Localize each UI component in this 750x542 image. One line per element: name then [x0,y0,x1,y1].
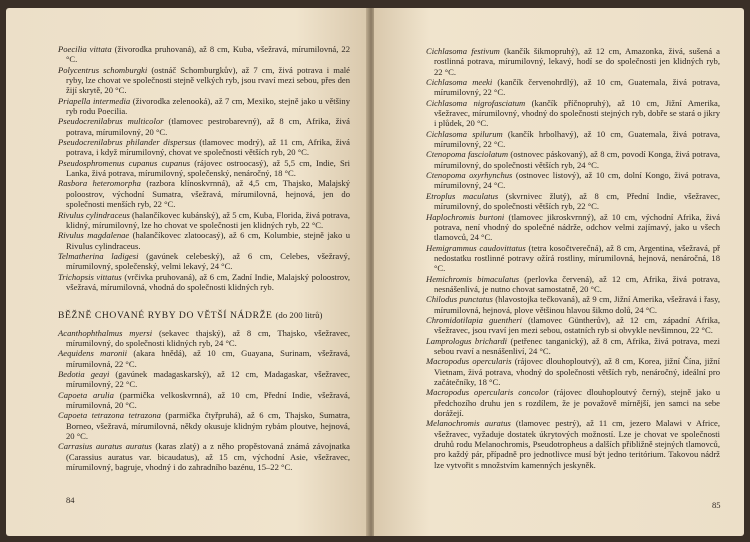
species-entry [426,243,720,274]
species-description: (kančík šikmopruhý), až 12 cm, Amazonka, živá, sušená a rostlinná potrava, mírumilovný, lekavý, hodí se do společnosti jen klidných ryb, 22 °C. [434,46,720,77]
species-entry [58,251,350,272]
species-description: (parmička velkoskvrnná), až 10 cm, Přední Indie, všežravá, mírumilovná, 20 °C. [66,389,351,410]
species-name: Cichlasoma spilurum [426,128,503,139]
species-entry [426,315,720,336]
species-name: Capoeta arulia [58,389,114,400]
species-description: (razbora klínoskvrnná), až 4,5 cm, Thajsko, Malajský poloostrov, východní Sumatra, všežravá, mírumilovná, hejnová, jen do společnosti menších ryb, 22 °C. [66,178,350,210]
species-entry [58,178,350,209]
species-name: Telmatherina ladigesi [58,250,139,261]
species-description: (akara hnědá), až 10 cm, Guayana, Surinam, všežravá, mírumilovná, 22 °C. [66,348,350,369]
species-description: (živorodka pruhovaná), až 8 cm, Kuba, všežravá, mírumilovná, 22 °C. [66,44,350,65]
species-entry [426,46,720,77]
species-name: Hemigrammus caudovittatus [426,242,526,253]
species-name: Hemichromis bimaculatus [426,273,520,284]
species-entry [426,294,720,315]
species-description: (tlamovec modrý), až 11 cm, Afrika, živá potrava, i když mírumilovný, chovat ve společnosti větších ryb, 20 °C. [66,137,350,158]
species-name: Chilodus punctatus [426,294,493,305]
species-name: Ctenopoma fasciolatum [426,149,509,160]
species-entry [58,230,350,251]
species-name: Bedotia geayi [58,368,110,379]
species-name: Haplochromis burtoni [426,211,505,222]
species-description: (tlamovec jikroskvrnný), až 10 cm, východní Afrika, živá potrava, není vhodný do společné nádrže, odchov velmi zajímavý, jako u všech tlamovců, 24 °C. [434,211,721,243]
species-name: Melanochromis auratus [426,418,511,429]
species-description: (parmička čtyřpruhá), až 6 cm, Thajsko, Sumatra, Borneo, všežravá, mírumilovná, někdy okusuje klidným rybám ploutve, hejnová, 20 °C. [66,410,350,442]
section-heading [58,310,350,321]
species-description: (rájovec dlouhoploutvý), až 8 cm, Korea, jižní Čína, jižní Vietnam, živá potrava, vhodný do společnosti větších ryb, nenáročný, ideální pro začátečníky, 18 °C. [434,356,720,387]
species-description: (rájovec ostroocasý), až 5,5 cm, Indie, Sri Lanka, živá potrava, mírumilovný, společenský, nenáročný, 18 °C. [66,157,350,179]
species-name: Capoeta tetrazona tetrazona [58,410,161,421]
species-entry [426,98,720,129]
species-name: Polycentrus schomburgki [58,64,148,75]
species-entry [58,390,350,411]
species-name: Ctenopoma oxyrhynchus [426,170,513,181]
species-entry [58,272,350,293]
species-name: Pseudocrenilabrus multicolor [58,116,164,127]
species-description: (tetra kosočtverečná), až 8 cm, Argentina, všežravá, př nedostatku rostlinné potravy ožírá rostliny, mírumilovná, hejnová, nenáročná, 18 °C. [434,242,720,274]
species-entry [58,210,350,231]
species-description: (kančík červenohrdlý), až 10 cm, Guatemala, živá potrava, mírumilovný, 22 °C. [434,77,720,98]
left-page [6,8,368,536]
species-entry [58,348,350,369]
species-description: (halančíkovec zlatoocasý), až 6 cm, Kolumbie, stejně jako u Rivulus cylindraceus. [66,230,350,251]
species-description: (sekavec thajský), až 8 cm, Thajsko, všežravec, mírumilovný, do společnosti klidných ryb, 24 °C. [66,327,350,348]
species-description: (perlovka červená), až 12 cm, Afrika, živá potrava, nesnášenlivá, je nutno chovat samostatně, 20 °C. [434,273,720,294]
species-entry [426,336,720,357]
right-page [374,8,744,536]
species-entry [426,356,720,387]
species-name: Trichopsis vittatus [58,271,122,282]
right-page-content [426,46,720,470]
species-description: (halančíkovec kubánský), až 5 cm, Kuba, Florida, živá potrava, klidný, mírumilovný, lze ho chovat ve společnosti jen klidných ryb, 22 °C. [66,209,350,230]
species-name: Carrasius auratus auratus [58,441,152,452]
page-number-left: 84 [66,495,75,505]
section-heading-subtitle: (do 200 litrů) [275,310,323,321]
species-name: Cichlasoma nigrofasciatum [426,97,526,108]
species-name: Pseudosphromenus cupanus cupanus [58,157,191,168]
species-description: (gavúnek celebeský), až 6 cm, Celebes, všežravý, mírumilovný, společenský, velmi lekavý, 24 °C. [66,250,350,272]
species-list-bottom [58,328,350,473]
species-description: (tlamovec pestrobarevný), až 8 cm, Afrika, živá potrava, mírumilovný, 20 °C. [66,116,350,137]
species-entry [426,387,720,418]
species-entry [426,212,720,243]
species-name: Lamprologus brichardi [426,335,508,346]
species-description: (gavúnek madagaskarský), až 12 cm, Madagaskar, všežravec, mírumilovný, 22 °C. [66,368,350,390]
species-description: (kančík hrbolhavý), až 10 cm, Guatemala, živá potrava, mírumilovný, 22 °C. [434,128,720,150]
species-name: Aequidens maronii [58,348,128,359]
species-description: (živorodka zelenooká), až 7 cm, Mexiko, stejně jako u většiny ryb rodu Poecilia. [66,95,351,117]
species-description: (ostnáč Schomburgkův), až 7 cm, živá potrava i malé ryby, lze chovat ve společnosti stejně velkých ryb, jsou rvaví mezi sebou, přes den žijí skrytě, 20 °C. [66,64,350,96]
species-name: Chromidotilapia guentheri [426,314,522,325]
species-entry [426,77,720,98]
species-name: Rivulus magdalenae [58,230,130,241]
species-entry [58,369,350,390]
species-description: (tlamovec Güntherův), až 12 cm, západní Afrika, všežravec, jsou rvaví jen mezi sebou, ostatních ryb si obvykle nevšimnou, 22 °C. [434,314,720,336]
species-name: Cichlasoma meeki [426,77,493,88]
species-entry [58,96,350,117]
species-description: (karas zlatý) a z něho propěstovaná známá závojnatka (Carassius auratus var. bicaudatus), až 15 cm, východní Asie, všežravec, mírumilovný, bagruje, vhodný i do zahradního bazénu, 15–22 °C. [66,441,350,473]
species-list-top [58,44,350,292]
species-description: (kančík příčnopruhý), až 10 cm, Jižní Amerika, všežravec, mírumilovný, vhodný do společnosti stejných ryb, dobře se stará o jikry i plůdek, 20 °C. [434,97,720,129]
species-name: Etroplus maculatus [426,190,499,201]
species-entry [426,170,720,191]
species-name: Macropodus opercularis [426,356,512,367]
species-entry [426,418,720,470]
species-description: (ostnovec listový), až 10 cm, dolní Kongo, živá potrava, mírumilovný, 24 °C. [434,170,720,191]
species-name: Priapella intermedia [58,95,131,106]
species-entry [426,129,720,150]
species-entry [58,410,350,441]
species-entry [426,191,720,212]
species-description: (tlamovec pestrý), až 11 cm, jezero Malawi v Africe, všežravec, vyžaduje dostatek úkrytových možností. Lze je chovat ve společnosti druhů rodu Melanochromis, Pseudotropheus a dalších přibližně stejných tlamovců, pro každý pár, případně pro jednotlivce musí být jedno teritórium. Takovou nádrž lze vytvořit s množstvím kamenných jeskyněk. [434,418,720,470]
species-description: (petřenec tanganický), až 8 cm, Afrika, živá potrava, mezi sebou rvaví a nesnášenliví, 24 °C. [434,335,720,356]
species-entry [58,116,350,137]
species-entry [58,137,350,158]
page-number-right: 85 [712,500,721,510]
species-name: Acanthophthalmus myersi [58,327,153,338]
species-entry [58,158,350,179]
species-name: Macropodus opercularis concolor [426,387,549,398]
species-description: (skvrnivec žlutý), až 8 cm, Přední Indie, všežravec, mírumilovný, do společnosti větších ryb, 22 °C. [434,190,720,212]
species-name: Rivulus cylindraceus [58,209,130,220]
species-entry [58,44,350,65]
species-name: Pseudocrenilabrus philander dispersus [58,137,196,148]
left-page-content [58,44,350,472]
species-entry [58,441,350,472]
species-name: Rasbora heteromorpha [58,178,141,189]
species-name: Cichlasoma festivum [426,46,500,56]
species-entry [58,65,350,96]
species-entry [426,149,720,170]
species-description: (vrčivka pruhovaná), až 6 cm, Zadní Indie, Malajský poloostrov, všežravá, mírumilovná, vhodná do společnosti klidných ryb. [66,271,350,292]
section-heading-title: BĚŽNĚ CHOVANÉ RYBY DO VĚTŠÍ NÁDRŽE [58,310,273,322]
species-list-right [426,46,720,470]
species-entry [58,328,350,349]
species-description: (rájovec dlouhoploutvý černý), stejně jako u předchozího druhu jen s rozdílem, že je považově mírnější, jen samci na sebe dorážejí. [434,387,720,419]
species-description: (hlavostojka tečkovaná), až 9 cm, Jižní Amerika, všežravá i řasy, mírumilovná, hejnová, plove většinou hlavou šikmo dolů, 24 °C. [434,294,720,315]
species-entry [426,274,720,295]
species-name: Poecilia vittata [58,44,112,54]
species-description: (ostnovec páskovaný), až 8 cm, povodí Konga, živá potrava, mírumilovný, do společnosti větších ryb, 24 °C. [434,149,720,170]
